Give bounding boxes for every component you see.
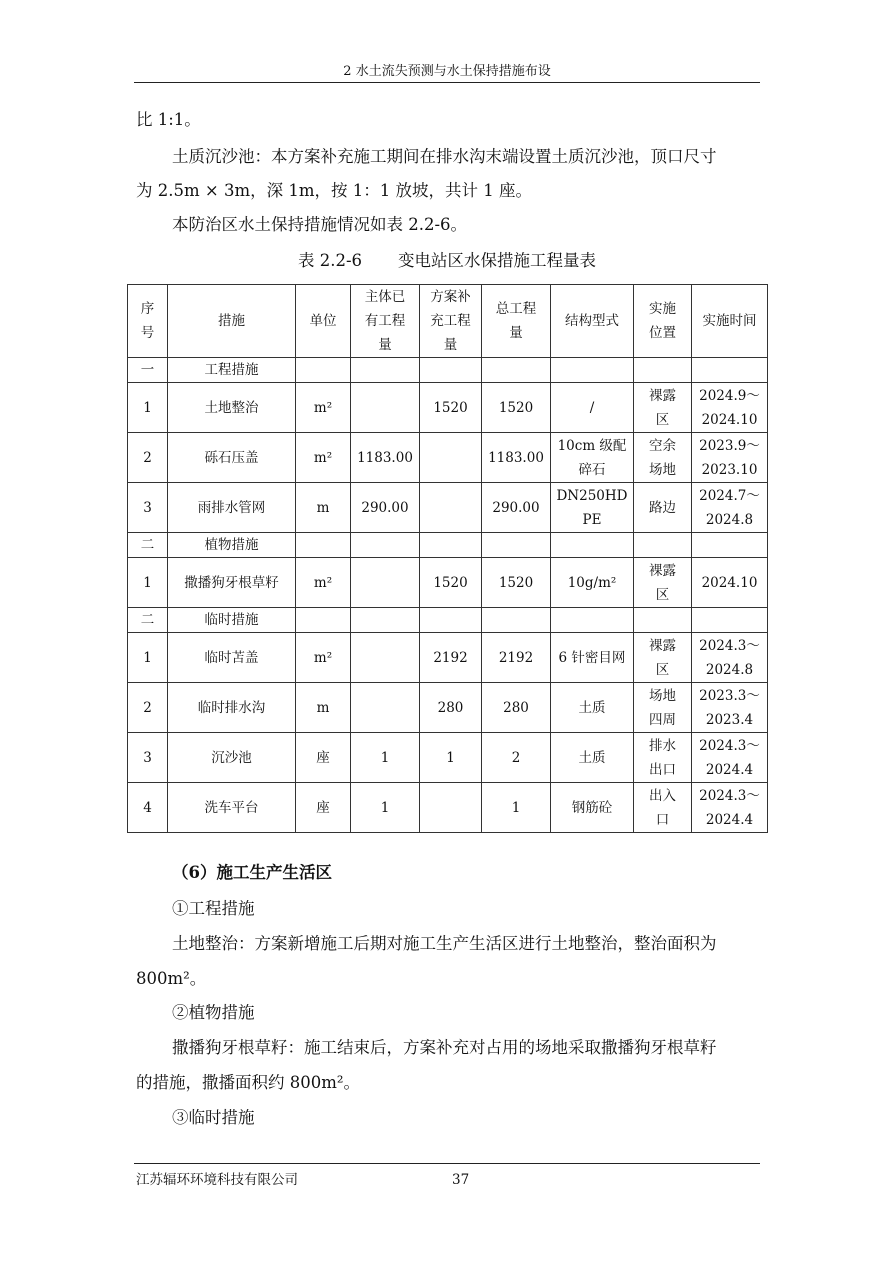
cell-measure: 临时苫盖 — [168, 633, 296, 683]
subheading-temporary: ③临时措施 — [172, 1108, 255, 1127]
cell-measure: 沉沙池 — [168, 733, 296, 783]
cell-structure: 10g/m² — [551, 558, 634, 608]
cell-no: 1 — [128, 633, 168, 683]
empty-cell — [634, 533, 692, 558]
empty-cell — [351, 358, 420, 383]
cell-location: 裸露区 — [634, 633, 692, 683]
cell-structure: 10cm 级配碎石 — [551, 433, 634, 483]
empty-cell — [482, 533, 551, 558]
group-name: 植物措施 — [168, 533, 296, 558]
paragraph-sediment-basin-line2: 为 2.5m × 3m，深 1m，按 1：1 放坡，共计 1 座。 — [136, 181, 532, 200]
table-caption-title: 变电站区水保措施工程量表 — [398, 251, 597, 270]
cell-existing-qty — [351, 683, 420, 733]
table-caption-number: 表 2.2-6 — [297, 251, 363, 270]
empty-cell — [692, 533, 768, 558]
empty-cell — [551, 358, 634, 383]
cell-supplement-qty — [420, 433, 482, 483]
cell-total-qty: 1520 — [482, 383, 551, 433]
cell-schedule: 2024.3～2024.4 — [692, 733, 768, 783]
cell-existing-qty: 1 — [351, 733, 420, 783]
paragraph-slope-ratio: 比 1:1。 — [136, 110, 201, 129]
cell-measure: 洗车平台 — [168, 783, 296, 833]
cell-schedule: 2024.3～2024.8 — [692, 633, 768, 683]
cell-existing-qty: 290.00 — [351, 483, 420, 533]
empty-cell — [692, 608, 768, 633]
cell-measure: 土地整治 — [168, 383, 296, 433]
empty-cell — [351, 608, 420, 633]
cell-unit: m — [296, 483, 351, 533]
cell-total-qty: 1 — [482, 783, 551, 833]
cell-structure: 6 针密目网 — [551, 633, 634, 683]
cell-location: 路边 — [634, 483, 692, 533]
cell-schedule: 2024.10 — [692, 558, 768, 608]
cell-location: 空余场地 — [634, 433, 692, 483]
cell-total-qty: 2 — [482, 733, 551, 783]
cell-schedule: 2023.9～2023.10 — [692, 433, 768, 483]
cell-schedule: 2024.9～2024.10 — [692, 383, 768, 433]
paragraph-seeding-line2: 的措施，撒播面积约 800m²。 — [136, 1073, 360, 1092]
group-name: 临时措施 — [168, 608, 296, 633]
table-header-row — [128, 285, 768, 358]
cell-no: 1 — [128, 558, 168, 608]
cell-existing-qty — [351, 383, 420, 433]
paragraph-land-leveling-line2: 800m²。 — [136, 969, 207, 988]
page-header: 2 水土流失预测与水土保持措施布设 — [343, 64, 551, 79]
cell-total-qty: 1520 — [482, 558, 551, 608]
cell-location: 裸露区 — [634, 558, 692, 608]
table-group-row — [128, 533, 768, 558]
col-header-total-qty: 总工程量 — [482, 285, 551, 358]
cell-structure: 土质 — [551, 683, 634, 733]
group-no: 二 — [128, 533, 168, 558]
empty-cell — [634, 608, 692, 633]
cell-schedule: 2024.3～2024.4 — [692, 783, 768, 833]
cell-measure: 砾石压盖 — [168, 433, 296, 483]
table-row — [128, 558, 768, 608]
cell-supplement-qty — [420, 483, 482, 533]
cell-no: 3 — [128, 483, 168, 533]
cell-unit: m² — [296, 383, 351, 433]
section-title: （6）施工生产生活区 — [172, 863, 332, 882]
cell-measure: 临时排水沟 — [168, 683, 296, 733]
empty-cell — [420, 608, 482, 633]
paragraph-table-intro: 本防治区水土保持措施情况如表 2.2-6。 — [172, 215, 468, 234]
cell-total-qty: 2192 — [482, 633, 551, 683]
table-row — [128, 683, 768, 733]
subheading-vegetation: ②植物措施 — [172, 1003, 255, 1022]
cell-unit: 座 — [296, 733, 351, 783]
cell-location: 排水出口 — [634, 733, 692, 783]
cell-supplement-qty: 2192 — [420, 633, 482, 683]
cell-supplement-qty: 1 — [420, 733, 482, 783]
col-header-existing-qty: 主体已有工程量 — [351, 285, 420, 358]
cell-total-qty: 290.00 — [482, 483, 551, 533]
table-row — [128, 783, 768, 833]
footer-company: 江苏辐环环境科技有限公司 — [136, 1172, 298, 1188]
table-row — [128, 633, 768, 683]
header-divider — [134, 82, 760, 83]
empty-cell — [692, 358, 768, 383]
cell-schedule: 2023.3～2023.4 — [692, 683, 768, 733]
cell-structure: / — [551, 383, 634, 433]
group-no: 二 — [128, 608, 168, 633]
col-header-structure: 结构型式 — [551, 285, 634, 358]
table-row — [128, 733, 768, 783]
empty-cell — [420, 358, 482, 383]
cell-structure: DN250HDPE — [551, 483, 634, 533]
empty-cell — [551, 533, 634, 558]
table-body — [128, 358, 768, 833]
cell-existing-qty: 1183.00 — [351, 433, 420, 483]
cell-location: 裸露区 — [634, 383, 692, 433]
cell-no: 4 — [128, 783, 168, 833]
cell-unit: m — [296, 683, 351, 733]
empty-cell — [634, 358, 692, 383]
cell-unit: 座 — [296, 783, 351, 833]
cell-no: 1 — [128, 383, 168, 433]
table-group-row — [128, 358, 768, 383]
group-no: 一 — [128, 358, 168, 383]
cell-measure: 雨排水管网 — [168, 483, 296, 533]
cell-no: 2 — [128, 683, 168, 733]
empty-cell — [296, 533, 351, 558]
table-caption — [134, 250, 760, 272]
cell-total-qty: 280 — [482, 683, 551, 733]
paragraph-land-leveling-line1: 土地整治：方案新增施工后期对施工生产生活区进行土地整治，整治面积为 — [172, 934, 717, 953]
paragraph-sediment-basin-line1: 土质沉沙池：本方案补充施工期间在排水沟末端设置土质沉沙池，顶口尺寸 — [172, 147, 717, 166]
cell-no: 3 — [128, 733, 168, 783]
empty-cell — [351, 533, 420, 558]
cell-unit: m² — [296, 558, 351, 608]
cell-existing-qty: 1 — [351, 783, 420, 833]
measures-table — [127, 284, 768, 833]
group-name: 工程措施 — [168, 358, 296, 383]
cell-no: 2 — [128, 433, 168, 483]
cell-structure: 钢筋砼 — [551, 783, 634, 833]
paragraph-seeding-line1: 撒播狗牙根草籽：施工结束后，方案补充对占用的场地采取撒播狗牙根草籽 — [172, 1038, 717, 1057]
cell-unit: m² — [296, 433, 351, 483]
empty-cell — [296, 608, 351, 633]
cell-location: 场地四周 — [634, 683, 692, 733]
col-header-unit: 单位 — [296, 285, 351, 358]
empty-cell — [420, 533, 482, 558]
cell-structure: 土质 — [551, 733, 634, 783]
table-row — [128, 433, 768, 483]
cell-measure: 撒播狗牙根草籽 — [168, 558, 296, 608]
table-row — [128, 383, 768, 433]
footer-divider — [134, 1163, 760, 1164]
col-header-schedule: 实施时间 — [692, 285, 768, 358]
empty-cell — [551, 608, 634, 633]
cell-location: 出入口 — [634, 783, 692, 833]
empty-cell — [296, 358, 351, 383]
col-header-location: 实施位置 — [634, 285, 692, 358]
cell-supplement-qty: 1520 — [420, 383, 482, 433]
col-header-measure: 措施 — [168, 285, 296, 358]
cell-supplement-qty — [420, 783, 482, 833]
cell-existing-qty — [351, 558, 420, 608]
cell-existing-qty — [351, 633, 420, 683]
cell-total-qty: 1183.00 — [482, 433, 551, 483]
subheading-engineering: ①工程措施 — [172, 899, 255, 918]
empty-cell — [482, 358, 551, 383]
cell-unit: m² — [296, 633, 351, 683]
page-number: 37 — [452, 1172, 470, 1188]
table-group-row — [128, 608, 768, 633]
table-row — [128, 483, 768, 533]
cell-schedule: 2024.7～2024.8 — [692, 483, 768, 533]
cell-supplement-qty: 280 — [420, 683, 482, 733]
col-header-no: 序号 — [128, 285, 168, 358]
cell-supplement-qty: 1520 — [420, 558, 482, 608]
empty-cell — [482, 608, 551, 633]
col-header-supplement-qty: 方案补充工程量 — [420, 285, 482, 358]
